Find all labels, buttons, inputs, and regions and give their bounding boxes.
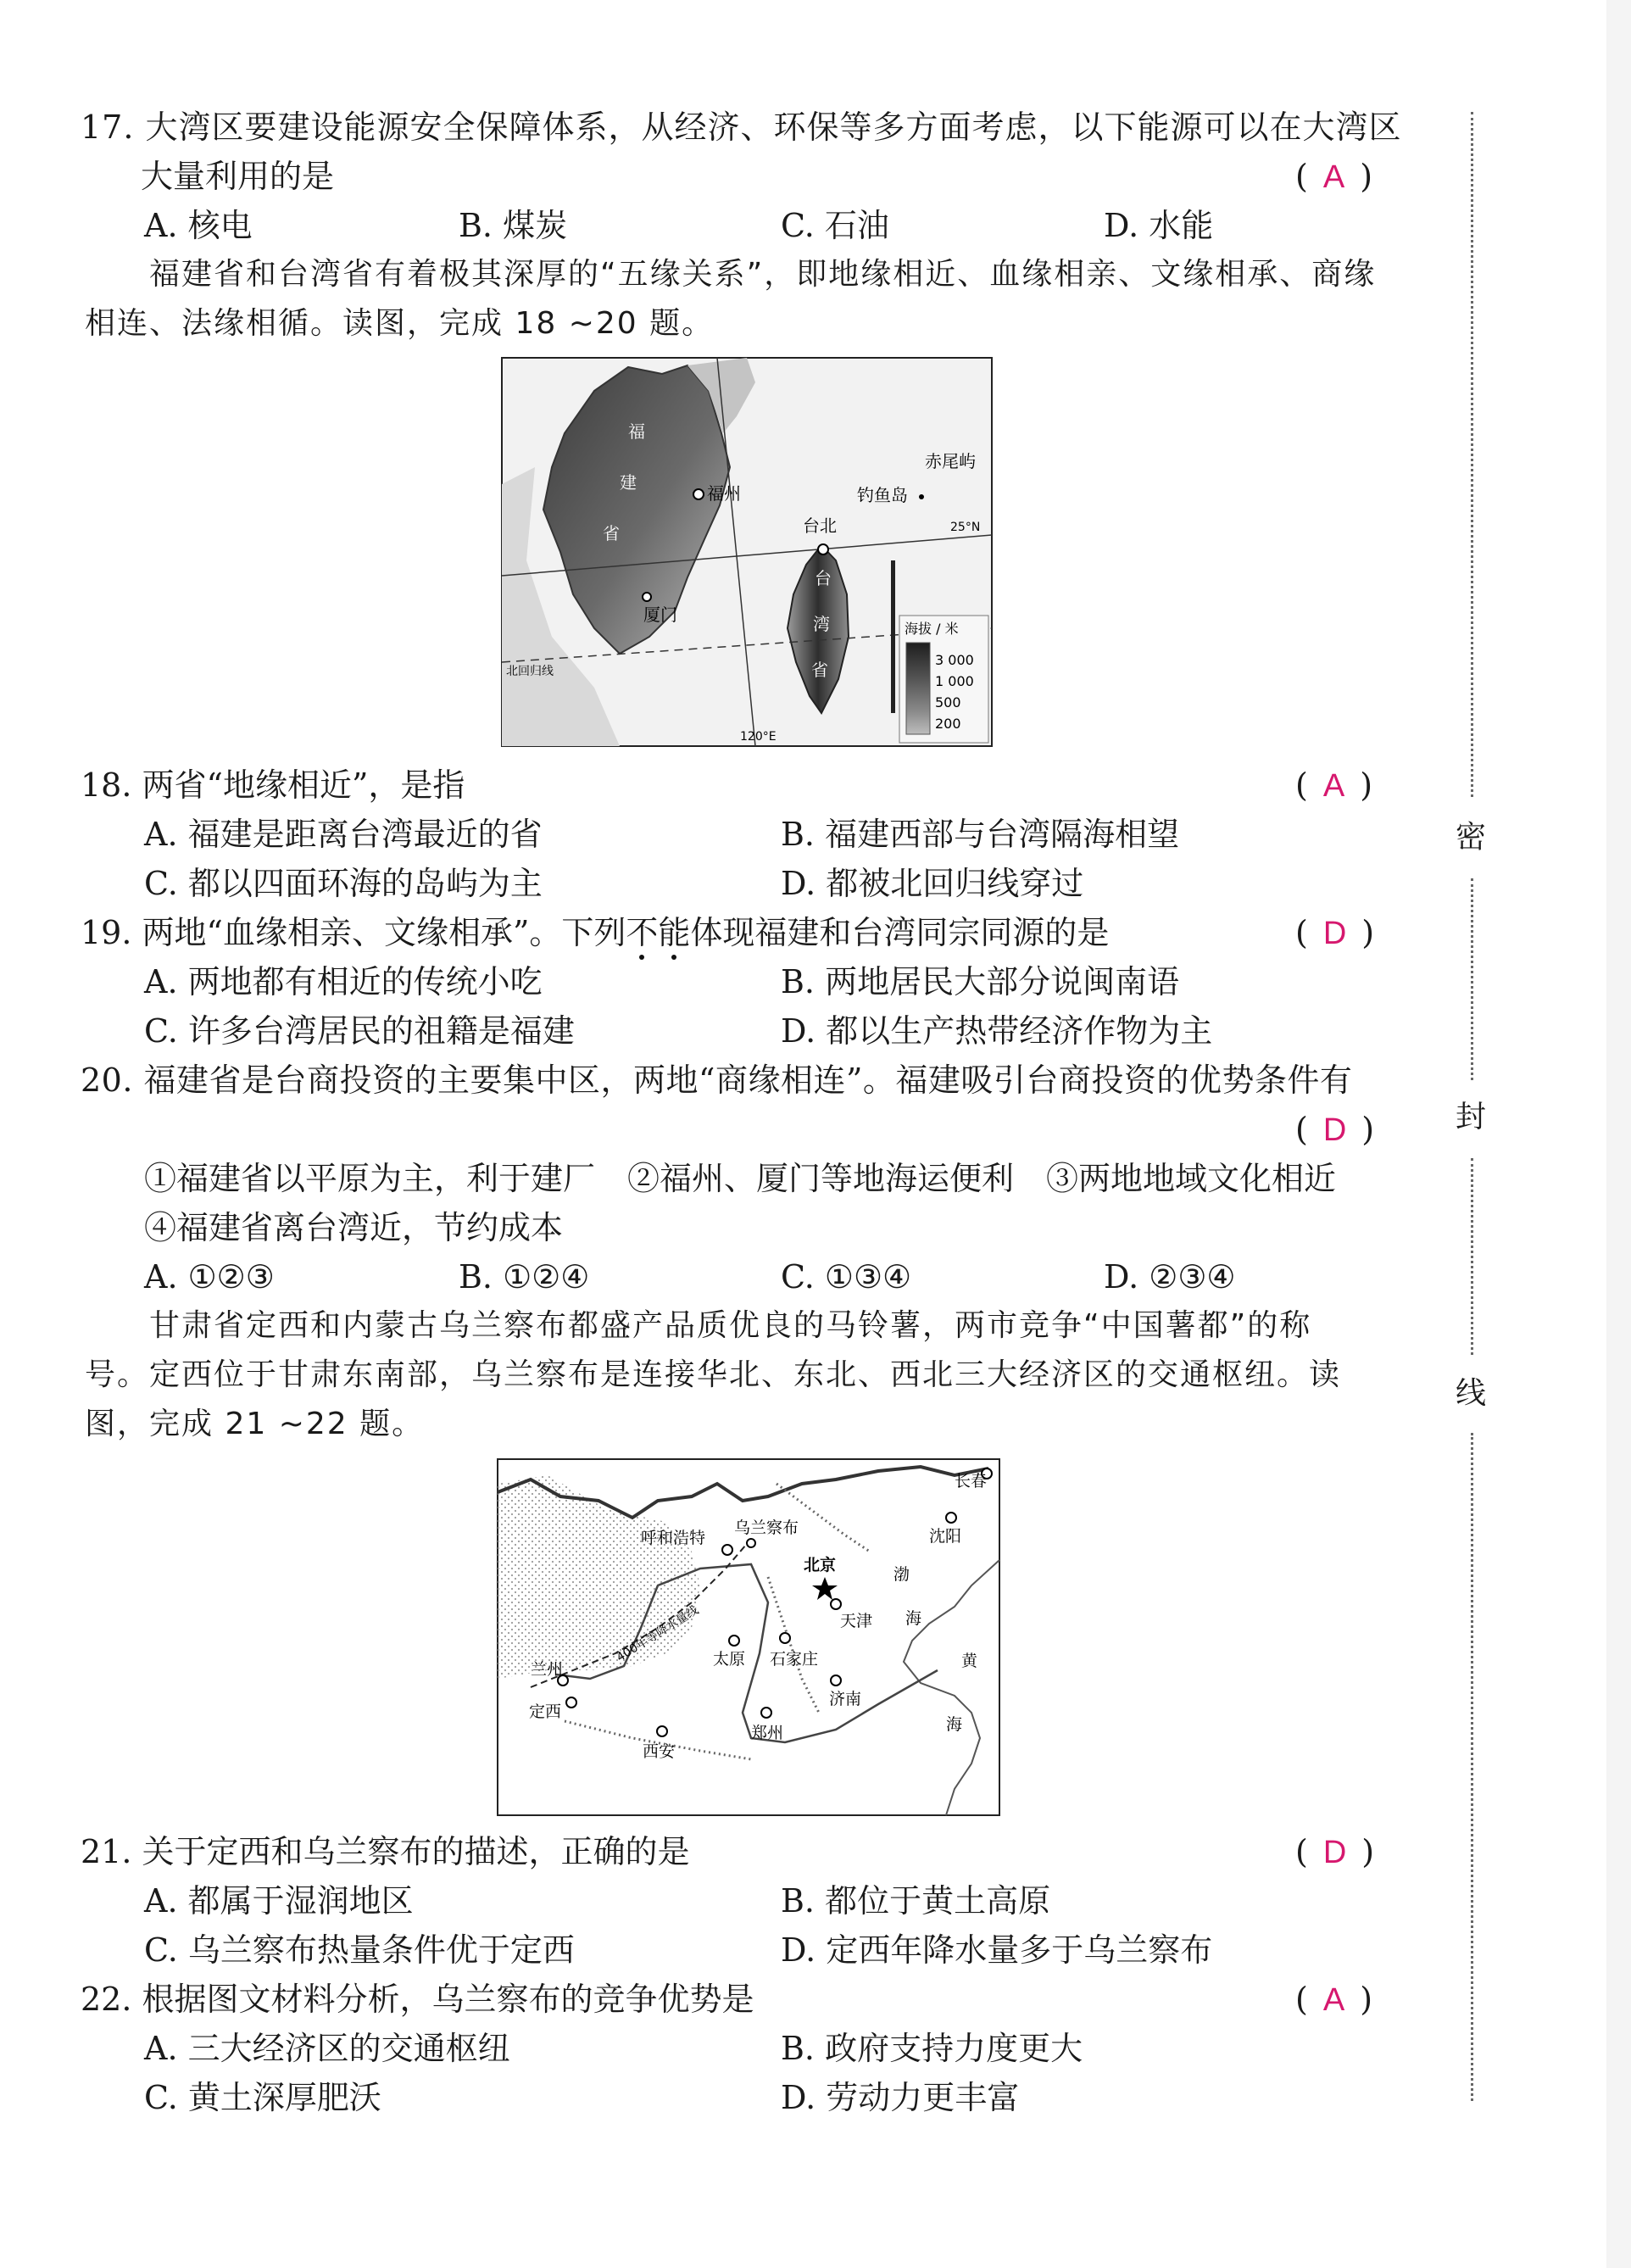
changchun-label: 长春 [955, 1472, 988, 1491]
lanzhou-label: 兰州 [531, 1660, 564, 1679]
q19-answer: ( D ) [1295, 914, 1375, 951]
hohhot-marker [722, 1545, 732, 1555]
q22-option-a: A. 三大经济区的交通枢纽 [144, 2030, 510, 2067]
lon-120-label: 120°E [740, 730, 777, 744]
binding-dotline-4 [1471, 1433, 1473, 2101]
q17-option-b: B. 煤炭 [459, 207, 568, 244]
q21-stem: 21. 关于定西和乌兰察布的描述，正确的是 [81, 1833, 690, 1870]
q20-answer-letter: D [1322, 1112, 1347, 1148]
q20-stem: 20. 福建省是台商投资的主要集中区，两地“商缘相连”。福建吸引台商投资的优势条件有 [81, 1062, 1353, 1099]
q21-option-d: D. 定西年降水量多于乌兰察布 [781, 1931, 1213, 1969]
q18-option-d: D. 都被北回归线穿过 [781, 865, 1084, 902]
q22-option-d: D. 劳动力更丰富 [781, 2079, 1020, 2116]
passage2-line1: 甘肃省定西和内蒙古乌兰察布都盛产品质优良的马铃薯，两市竞争“中国薯都”的称 [149, 1308, 1312, 1343]
diaoyu-label: 钓鱼岛 [857, 485, 908, 505]
legend-colorbar [906, 643, 930, 734]
q18-option-a: A. 福建是距离台湾最近的省 [144, 816, 543, 853]
map1-scale-bar [891, 560, 895, 713]
tianjin-label: 天津 [840, 1612, 873, 1630]
huanghai-char-2: 海 [946, 1715, 963, 1734]
legend-level-4: 200 [935, 716, 961, 732]
tropic-label: 北回归线 [506, 665, 554, 678]
chiwei-label: 赤尾屿 [925, 451, 976, 471]
huanghai-char-1: 黄 [961, 1652, 978, 1670]
ulanqab-label: 乌兰察布 [734, 1519, 799, 1537]
q20-items-line1: ①福建省以平原为主，利于建厂 ②福州、厦门等地海运便利 ③两地地域文化相近 [144, 1160, 1337, 1197]
q21-answer: ( D ) [1295, 1833, 1375, 1870]
q20-option-a: A. ①②③ [144, 1258, 275, 1296]
q19-option-d: D. 都以生产热带经济作物为主 [781, 1012, 1213, 1050]
hohhot-label: 呼和浩特 [641, 1529, 706, 1547]
q17-option-c: C. 石油 [781, 207, 889, 244]
q19-option-b: B. 两地居民大部分说闽南语 [781, 963, 1180, 1000]
taipei-marker [818, 544, 828, 554]
q20-option-b: B. ①②④ [459, 1258, 590, 1296]
taipei-label: 台北 [803, 515, 837, 536]
shenyang-label: 沈阳 [929, 1527, 962, 1546]
xian-marker [657, 1726, 667, 1736]
binding-xian: 线 [1456, 1376, 1487, 1411]
passage1-line2: 相连、法缘相循。读图，完成 18 ~20 题。 [85, 306, 715, 341]
q19-stem [81, 912, 1109, 953]
q18-answer: ( A ) [1295, 766, 1373, 804]
q20-option-d: D. ②③④ [1104, 1258, 1236, 1296]
q22-stem: 22. 根据图文材料分析，乌兰察布的竞争优势是 [81, 1981, 754, 2018]
q20-answer: ( D ) [1295, 1111, 1375, 1148]
ulanqab-marker [747, 1539, 755, 1547]
fuzhou-marker [693, 489, 704, 499]
q19-option-a: A. 两地都有相近的传统小吃 [144, 963, 543, 1000]
jinan-label: 济南 [829, 1690, 862, 1708]
taiwan-char-2: 湾 [813, 614, 830, 634]
q20-items-line2: ④福建省离台湾近，节约成本 [144, 1209, 564, 1246]
q18-stem: 18. 两省“地缘相近”，是指 [81, 766, 465, 804]
q22-answer: ( A ) [1295, 1981, 1373, 2018]
q19-stem-before: 19. 两地“血缘相亲、文缘相承”。下列 [81, 914, 626, 951]
fujian-char-3: 省 [603, 523, 620, 543]
bohai-char-1: 渤 [893, 1565, 910, 1584]
legend-level-2: 1 000 [935, 673, 974, 689]
xiamen-marker [643, 593, 651, 601]
zhengzhou-label: 郑州 [751, 1724, 784, 1742]
fujian-char-2: 建 [620, 472, 637, 493]
lat-25-label: 25°N [950, 521, 981, 534]
elevation-legend [899, 616, 988, 743]
tianjin-marker [831, 1599, 841, 1609]
dingxi-label: 定西 [529, 1702, 562, 1721]
binding-mi: 密 [1456, 820, 1487, 855]
q18-answer-letter: A [1322, 768, 1345, 804]
dingxi-marker [566, 1697, 576, 1708]
q17-answer-letter: A [1322, 159, 1345, 195]
q17-option-a: A. 核电 [144, 207, 253, 244]
fujian-char-1: 福 [628, 421, 645, 442]
isohyet-label: 400年等降水量线 [614, 1603, 702, 1665]
passage2-line3: 图，完成 21 ~22 题。 [85, 1407, 425, 1441]
q21-option-b: B. 都位于黄土高原 [781, 1882, 1051, 1920]
passage1-line1: 福建省和台湾省有着极其深厚的“五缘关系”，即地缘相近、血缘相亲、文缘相承、商缘 [149, 257, 1377, 292]
north-china-map [497, 1458, 1000, 1816]
taiwan-char-3: 省 [811, 660, 828, 680]
q18-option-b: B. 福建西部与台湾隔海相望 [781, 816, 1180, 853]
passage2-line2: 号。定西位于甘肃东南部，乌兰察布是连接华北、东北、西北三大经济区的交通枢纽。读 [85, 1357, 1342, 1392]
q22-option-b: B. 政府支持力度更大 [781, 2030, 1083, 2067]
q21-option-c: C. 乌兰察布热量条件优于定西 [144, 1931, 575, 1969]
q18-option-c: C. 都以四面环海的岛屿为主 [144, 865, 543, 902]
shijiazhuang-marker [780, 1633, 790, 1643]
q19-option-c: C. 许多台湾居民的祖籍是福建 [144, 1012, 575, 1050]
q19-stem-after: 体现福建和台湾同宗同源的是 [690, 914, 1110, 951]
q19-emph-neng: 能 [658, 914, 691, 951]
q19-answer-letter: D [1322, 916, 1347, 951]
legend-level-1: 3 000 [935, 652, 974, 668]
fuzhou-label: 福州 [707, 483, 741, 504]
taiwan-char-1: 台 [815, 568, 832, 588]
xiamen-label: 厦门 [643, 605, 677, 625]
q22-option-c: C. 黄土深厚肥沃 [144, 2079, 381, 2116]
fujian-taiwan-map [501, 357, 993, 747]
binding-dotline-2 [1471, 878, 1473, 1080]
q17-option-d: D. 水能 [1104, 207, 1214, 244]
binding-dotline-1 [1471, 112, 1473, 797]
zhengzhou-marker [761, 1708, 771, 1718]
jinan-marker [831, 1675, 841, 1686]
q20-option-c: C. ①③④ [781, 1258, 912, 1296]
q17-stem-line1: 17. 大湾区要建设能源安全保障体系，从经济、环保等多方面考虑，以下能源可以在大湾区 [81, 109, 1402, 146]
xian-label: 西安 [643, 1742, 676, 1761]
q17-answer: ( A ) [1295, 158, 1373, 195]
taiyuan-label: 太原 [713, 1650, 746, 1669]
taiyuan-marker [729, 1636, 739, 1646]
q19-emph-bu: 不 [626, 914, 659, 951]
q21-option-a: A. 都属于湿润地区 [144, 1882, 414, 1920]
legend-title: 海拔 / 米 [905, 621, 959, 637]
binding-dotline-3 [1471, 1158, 1473, 1355]
legend-level-3: 500 [935, 694, 961, 710]
q17-stem-line2: 大量利用的是 [141, 158, 335, 195]
binding-feng: 封 [1456, 1100, 1487, 1134]
q22-answer-letter: A [1322, 1982, 1345, 2018]
shijiazhuang-label: 石家庄 [770, 1650, 819, 1669]
diaoyu-dot [919, 494, 924, 499]
beijing-label: 北京 [804, 1556, 837, 1574]
shenyang-marker [946, 1513, 956, 1523]
bohai-char-2: 海 [905, 1609, 922, 1628]
q21-answer-letter: D [1322, 1835, 1347, 1870]
